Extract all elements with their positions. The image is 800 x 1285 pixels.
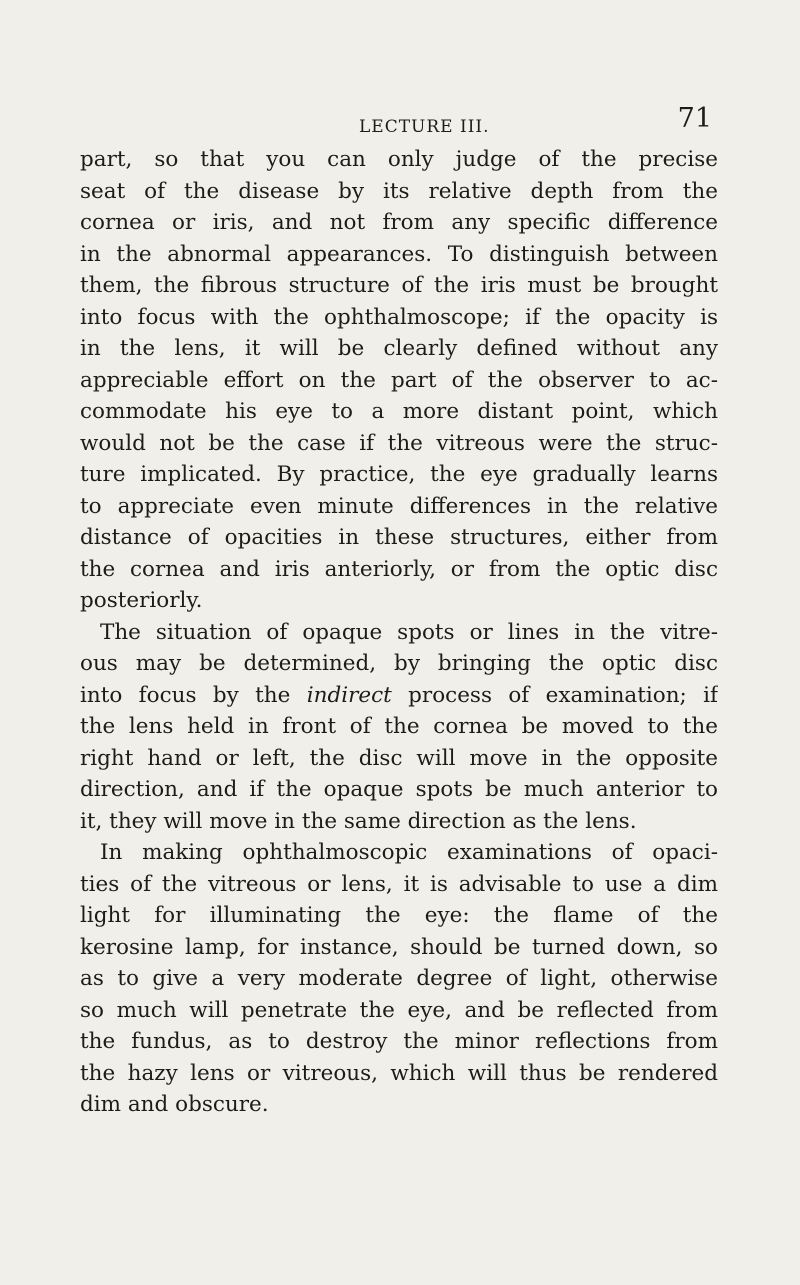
text-segment: process of examination; if	[391, 682, 718, 708]
text-line: light for illuminating the eye: the flame of the	[80, 903, 718, 928]
text-line: as to give a very moderate degree of light, otherwise	[80, 966, 718, 991]
text-line: the hazy lens or vitreous, which will thus be rendered	[80, 1060, 718, 1086]
text-line: into focus with the ophthalmoscope; if the opacity is	[80, 304, 718, 330]
page-header	[80, 103, 720, 139]
running-head: LECTURE III.	[359, 117, 490, 137]
italic-term: indirect	[306, 682, 392, 708]
text-line: seat of the disease by its relative depth from the	[80, 178, 718, 204]
body-text	[80, 144, 718, 1121]
page-number: 71	[677, 103, 712, 134]
text-line: cornea or iris, and not from any specific difference	[80, 210, 718, 235]
text-line: would not be the case if the vitreous were the struc-	[80, 430, 718, 456]
text-line: part, so that you can only judge of the precise	[80, 147, 718, 172]
text-line: commodate his eye to a more distant point, which	[80, 399, 718, 424]
text-line: to appreciate even minute differences in the relative	[80, 493, 718, 519]
text-line: ous may be determined, by bringing the optic disc	[80, 651, 718, 676]
text-line: so much will penetrate the eye, and be reflected from	[80, 997, 718, 1023]
text-line: the lens held in front of the cornea be moved to the	[80, 714, 718, 739]
text-line: the cornea and iris anteriorly, or from the optic disc	[80, 556, 718, 582]
text-line: distance of opacities in these structures, either from	[80, 525, 718, 550]
text-line: In making ophthalmoscopic examinations of opaci-	[100, 840, 718, 865]
text-line: in the abnormal appearances. To distinguish between	[80, 241, 718, 267]
text-line: them, the fibrous structure of the iris must be brought	[80, 273, 718, 298]
text-line: ties of the vitreous or lens, it is advisable to use a dim	[80, 871, 718, 897]
text-segment: into focus by the	[80, 682, 307, 708]
text-line: it, they will move in the same direction as the lens.	[80, 808, 637, 834]
text-line: right hand or left, the disc will move in the opposite	[80, 745, 718, 771]
text-line: dim and obscure.	[80, 1092, 269, 1117]
text-line: direction, and if the opaque spots be much anterior to	[80, 777, 718, 802]
text-line: The situation of opaque spots or lines in the vitre-	[100, 619, 718, 645]
text-line: kerosine lamp, for instance, should be turned down, so	[80, 934, 718, 960]
text-line: in the lens, it will be clearly defined without any	[80, 336, 718, 361]
text-line: appreciable effort on the part of the observer to ac-	[80, 367, 718, 393]
text-line: the fundus, as to destroy the minor reflections from	[80, 1029, 718, 1054]
text-line: ture implicated. By practice, the eye gradually learns	[80, 462, 718, 487]
text-line: posteriorly.	[80, 588, 203, 613]
text-line	[80, 680, 718, 712]
